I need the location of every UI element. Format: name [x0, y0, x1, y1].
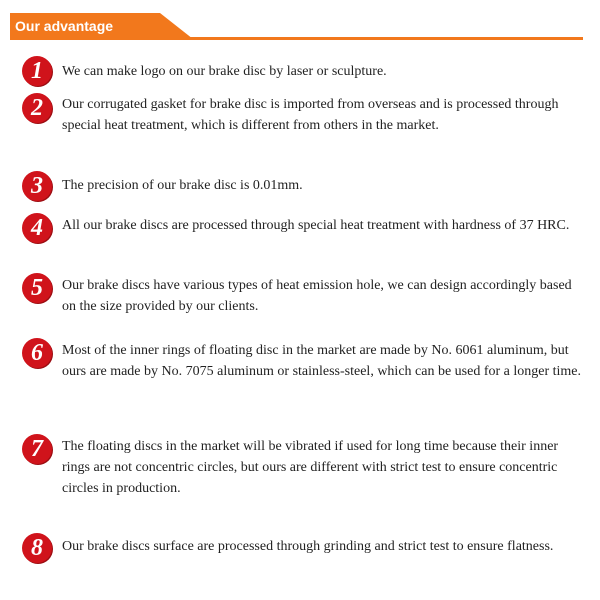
section-title: Our advantage — [15, 18, 114, 34]
badge-number: 2 — [31, 95, 43, 121]
badge-number: 5 — [31, 275, 43, 301]
advantage-text: The floating discs in the market will be vibrated if used for long time because their inner rings are not concentric circles, but ours are different with strict test to ensure concentric circles in production. — [62, 439, 559, 496]
header-underline — [10, 37, 583, 40]
badge-number: 6 — [31, 340, 43, 366]
badge-number: 1 — [31, 58, 43, 84]
advantage-text: Our brake discs surface are processed through grinding and strict test to ensure flatness. — [62, 539, 554, 554]
badge-number: 7 — [31, 436, 43, 462]
advantage-text: All our brake discs are processed through special heat treatment with hardness of 37 HRC. — [62, 218, 570, 233]
badge-number: 3 — [31, 173, 43, 199]
advantage-text: We can make logo on our brake disc by laser or sculpture. — [62, 64, 387, 79]
advantage-text: The precision of our brake disc is 0.01mm. — [62, 178, 303, 193]
badge-number: 8 — [31, 535, 43, 561]
advantage-text: Most of the inner rings of floating disc in the market are made by No. 6061 aluminum, but ours are made by No. 7075 aluminum or stainless-steel, which can be used for a longer time. — [62, 343, 582, 379]
advantage-text: Our brake discs have various types of heat emission hole, we can design accordingly based on the size provided by our clients. — [62, 278, 572, 314]
advantage-text: Our corrugated gasket for brake disc is imported from overseas and is processed through special heat treatment, which is different from others in the market. — [62, 97, 559, 133]
badge-number: 4 — [31, 215, 43, 241]
